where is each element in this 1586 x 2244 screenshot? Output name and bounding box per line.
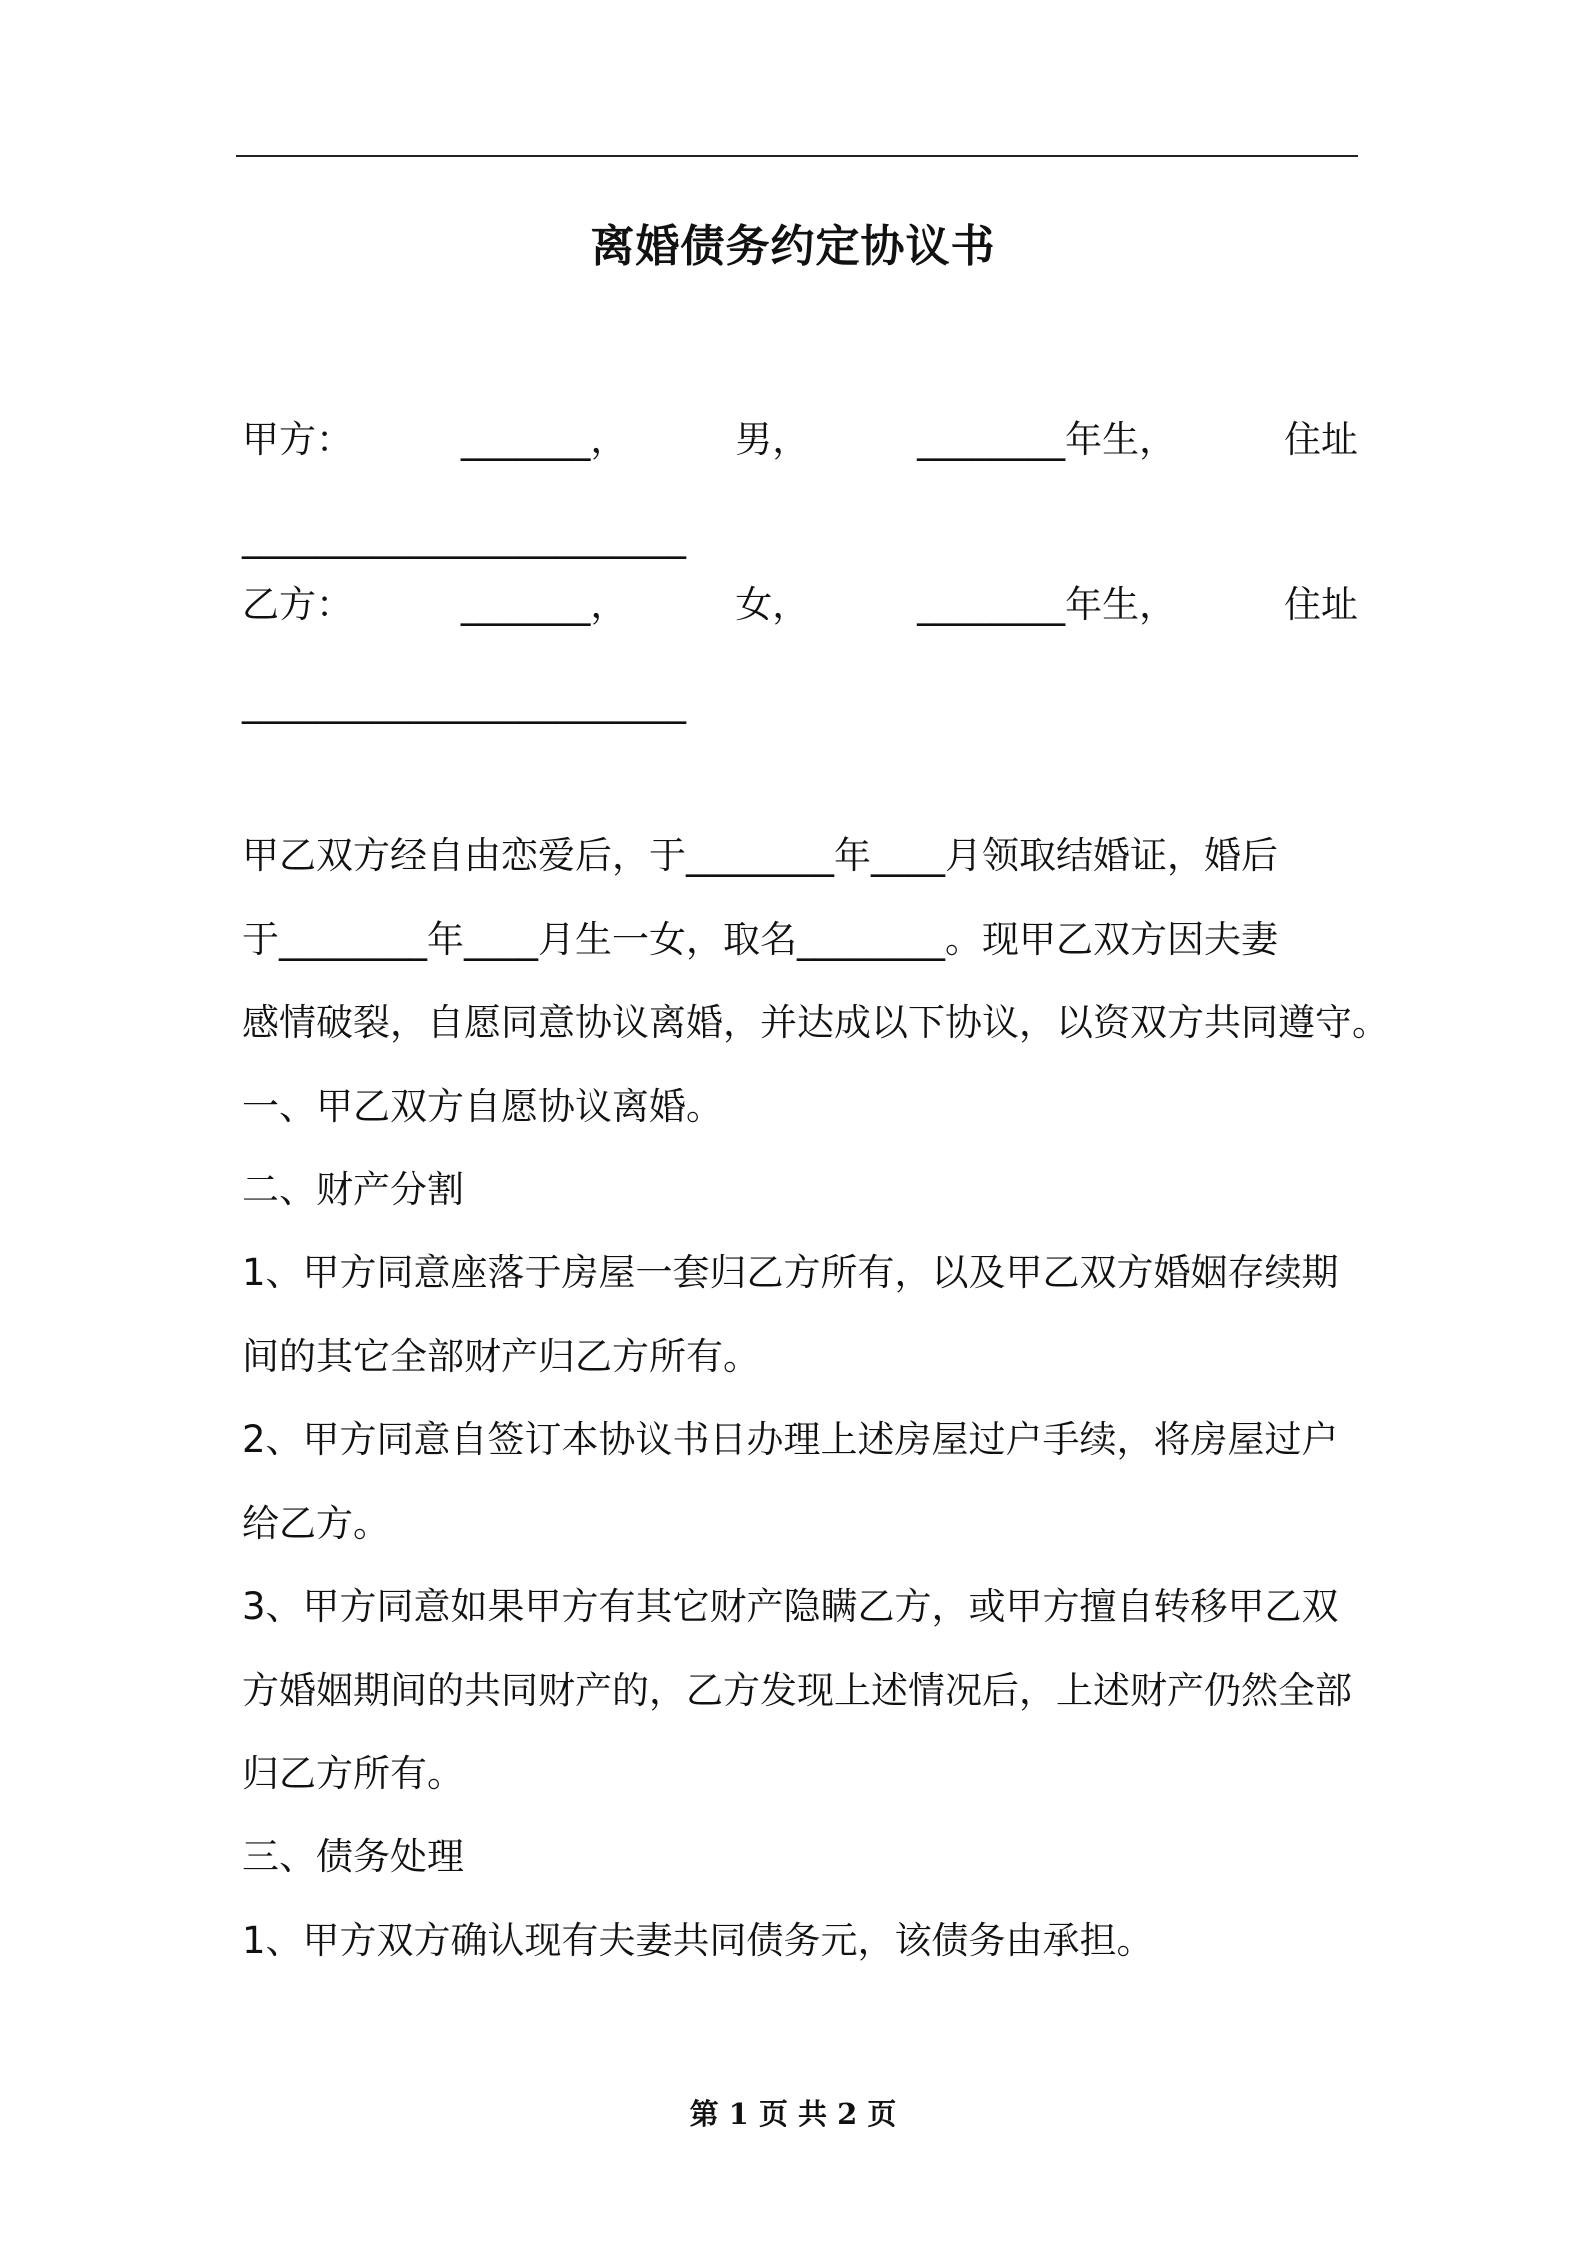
header-rule	[236, 155, 1358, 157]
body-line: 1、甲方双方确认现有夫妻共同债务元，该债务由承担。	[242, 1919, 1154, 1962]
party-a-name-blank: _______，	[460, 418, 628, 461]
body-line: 间的其它全部财产归乙方所有。	[242, 1335, 760, 1378]
party-b-birth-blank: ________年生，	[917, 583, 1177, 626]
clause-heading: 一、甲乙双方自愿协议离婚。	[242, 1085, 723, 1128]
party-a-address-label: 住址	[1284, 418, 1358, 461]
party-a-row	[242, 410, 1358, 470]
clause-heading: 二、财产分割	[242, 1168, 464, 1211]
body-line: 归乙方所有。	[242, 1752, 464, 1795]
party-b-address-blank: ________________________	[242, 681, 686, 724]
document-title: 离婚债务约定协议书	[590, 221, 996, 272]
party-a-gender: 男，	[735, 418, 810, 461]
body-line: 感情破裂，自愿同意协议离婚，并达成以下协议，以资双方共同遵守。	[242, 1001, 1389, 1044]
body-line: 甲乙双方经自由恋爱后，于________年____月领取结婚证，婚后	[242, 834, 1278, 877]
party-a-label: 甲方：	[242, 418, 353, 461]
party-a-birth-blank: ________年生，	[917, 418, 1177, 461]
body-line: 方婚姻期间的共同财产的，乙方发现上述情况后，上述财产仍然全部	[242, 1669, 1352, 1712]
body-line: 于________年____月生一女，取名________。现甲乙双方因夫妻	[242, 918, 1278, 961]
body-line: 给乙方。	[242, 1502, 390, 1545]
body-line: 1、甲方同意座落于房屋一套归乙方所有，以及甲乙双方婚姻存续期	[242, 1251, 1339, 1294]
clause-heading: 三、债务处理	[242, 1835, 464, 1878]
party-b-row	[242, 575, 1358, 635]
body-line: 2、甲方同意自签订本协议书日办理上述房屋过户手续，将房屋过户	[242, 1418, 1339, 1461]
party-b-name-blank: _______，	[460, 583, 628, 626]
party-a-address-blank: ________________________	[242, 516, 686, 559]
page-number: 第 1 页 共 2 页	[689, 2097, 897, 2131]
party-b-label: 乙方：	[242, 583, 353, 626]
party-b-gender: 女，	[735, 583, 810, 626]
body-line: 3、甲方同意如果甲方有其它财产隐瞒乙方，或甲方擅自转移甲乙双	[242, 1585, 1339, 1628]
party-b-address-label: 住址	[1284, 583, 1358, 626]
